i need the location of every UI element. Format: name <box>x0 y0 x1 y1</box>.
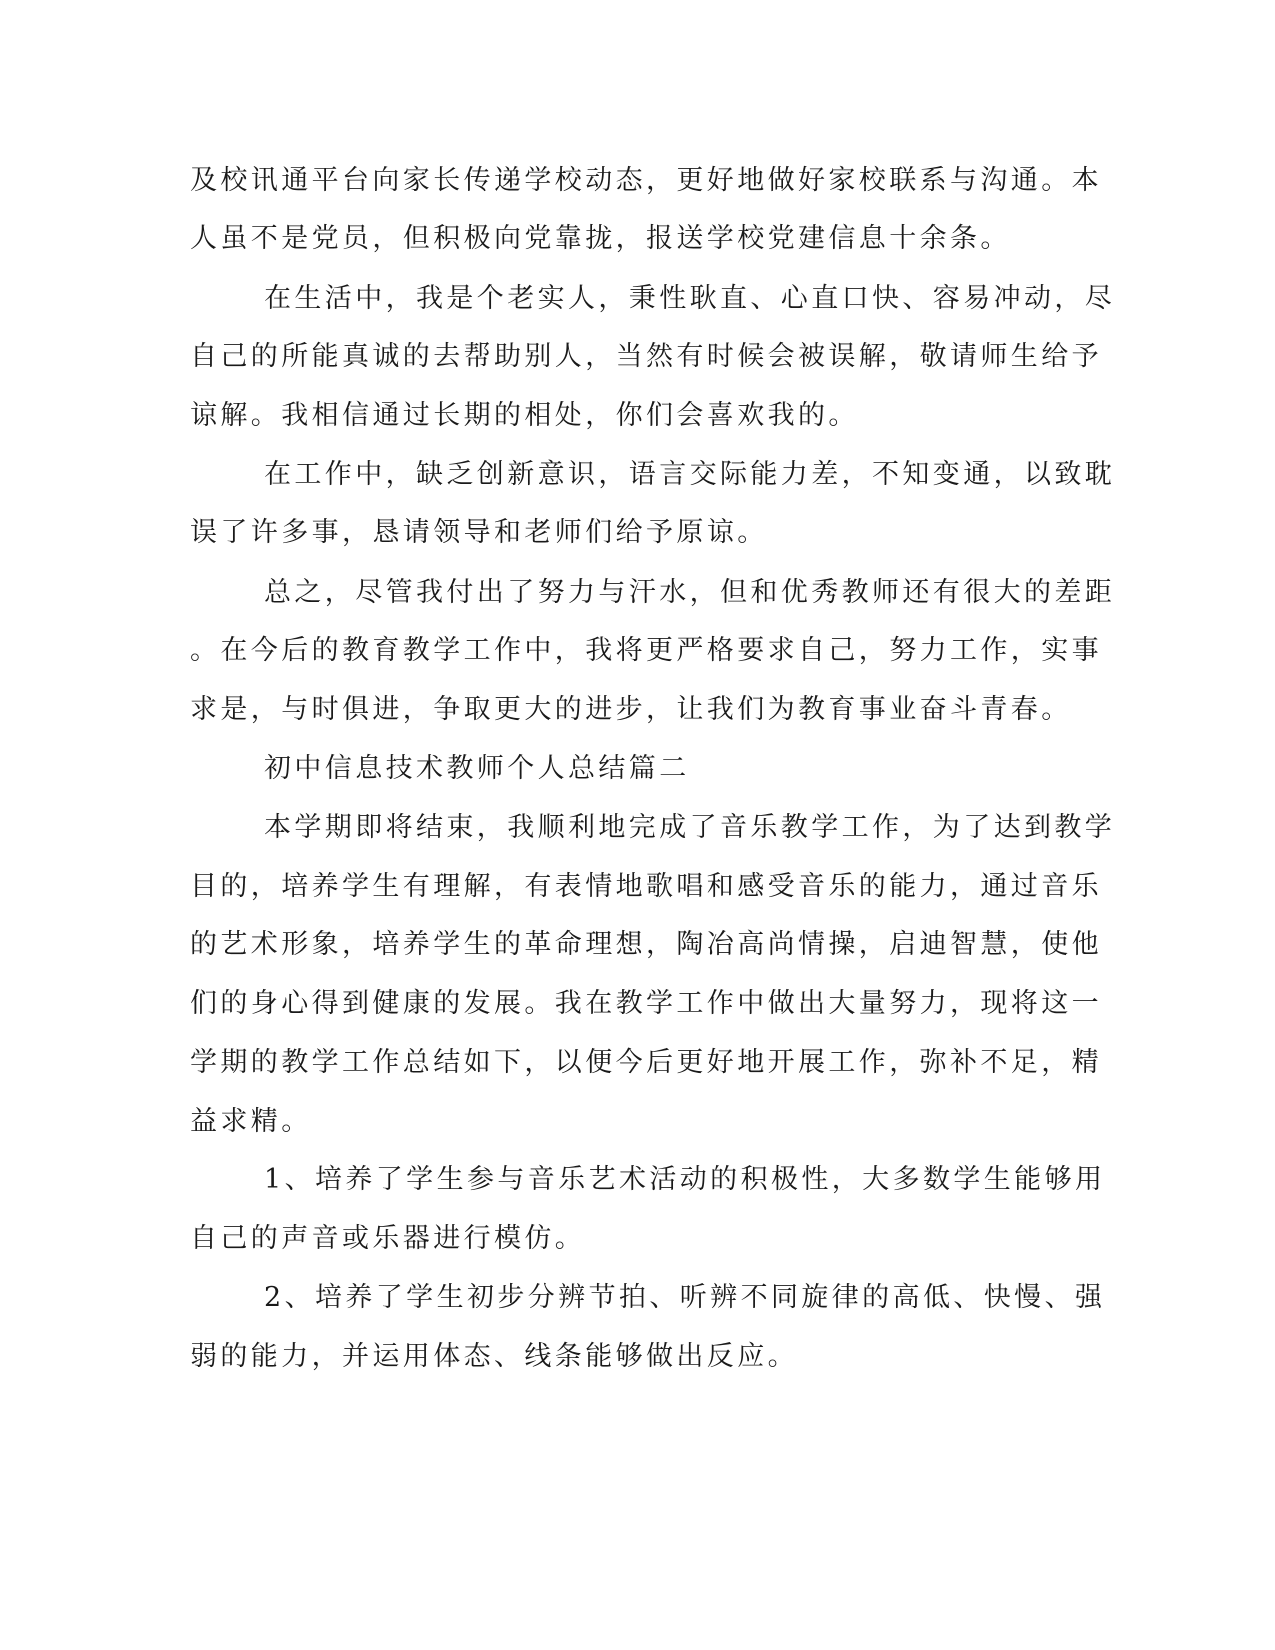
text-line: 求是，与时俱进，争取更大的进步，让我们为教育事业奋斗青春。 <box>190 694 1072 725</box>
text-line: 们的身心得到健康的发展。我在教学工作中做出大量努力，现将这一 <box>190 988 1102 1019</box>
text-line: 人虽不是党员，但积极向党靠拢，报送学校党建信息十余条。 <box>190 223 1011 254</box>
text-line: 自己的所能真诚的去帮助别人，当然有时候会被误解，敬请师生给予 <box>190 341 1102 372</box>
list-item-first-line: 1、培养了学生参与音乐艺术活动的积极性，大多数学生能够用 <box>264 1164 1106 1195</box>
text-line: 及校讯通平台向家长传递学校动态，更好地做好家校联系与沟通。本 <box>190 165 1102 196</box>
text-line: 谅解。我相信通过长期的相处，你们会喜欢我的。 <box>190 400 859 431</box>
paragraph-first-line: 在生活中，我是个老实人，秉性耿直、心直口快、容易冲动，尽 <box>264 283 1116 314</box>
text-line: 。在今后的教育教学工作中，我将更严格要求自己，努力工作，实事 <box>190 635 1102 666</box>
section-heading: 初中信息技术教师个人总结篇二 <box>264 753 690 784</box>
text-line: 的艺术形象，培养学生的革命理想，陶冶高尚情操，启迪智慧，使他 <box>190 929 1102 960</box>
paragraph-first-line: 在工作中，缺乏创新意识，语言交际能力差，不知变通，以致耽 <box>264 459 1116 490</box>
text-line: 误了许多事，恳请领导和老师们给予原谅。 <box>190 517 768 548</box>
paragraph-first-line: 总之，尽管我付出了努力与汗水，但和优秀教师还有很大的差距 <box>264 577 1116 608</box>
text-line: 自己的声音或乐器进行模仿。 <box>190 1223 586 1254</box>
text-line: 学期的教学工作总结如下，以便今后更好地开展工作，弥补不足，精 <box>190 1047 1102 1078</box>
text-line: 目的，培养学生有理解，有表情地歌唱和感受音乐的能力，通过音乐 <box>190 871 1102 902</box>
list-item-first-line: 2、培养了学生初步分辨节拍、听辨不同旋律的高低、快慢、强 <box>264 1282 1106 1313</box>
text-line: 弱的能力，并运用体态、线条能够做出反应。 <box>190 1341 798 1372</box>
text-line: 益求精。 <box>190 1106 312 1137</box>
paragraph-first-line: 本学期即将结束，我顺利地完成了音乐教学工作，为了达到教学 <box>264 812 1116 843</box>
